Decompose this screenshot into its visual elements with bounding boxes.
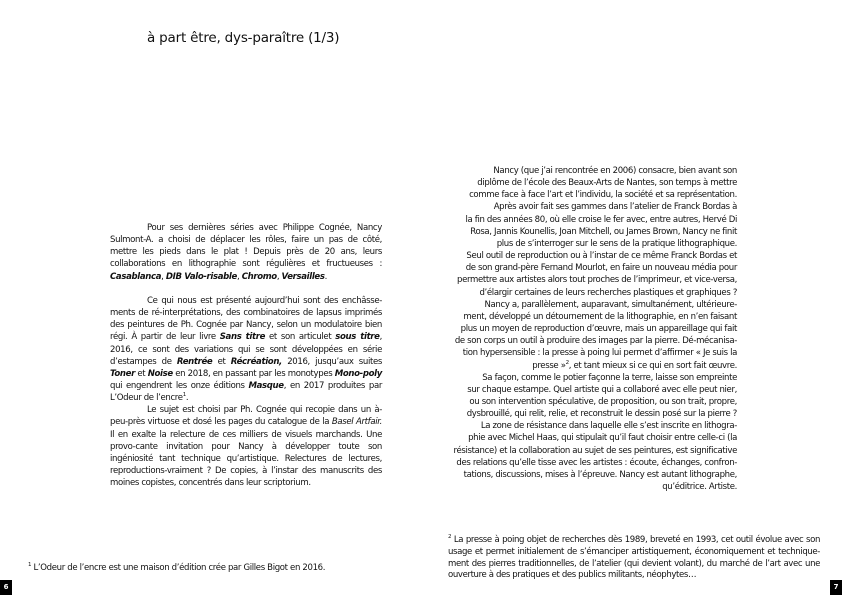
work-title: Récréation, xyxy=(230,356,282,367)
text-line: Nancy (que j’ai rencontrée en 2006) consacre, bien avant son xyxy=(493,166,737,176)
text-line: de son corps un outil à produire des images par la pierre. Dé-mécanisa- xyxy=(454,336,737,347)
text-line: dysbrouillé, qui relit, relie, et reconstruit le dessin posé sur la pierre ? xyxy=(466,409,737,420)
text-line: comme face à face l’art et l’individu, la société et sa représentation. xyxy=(469,190,737,201)
text-line: tations, discussions, mises à l’épreuve. Nancy est autant lithographe, xyxy=(463,469,737,480)
text-line: Après avoir fait ses gammes dans l’atelier de Franck Bordas à xyxy=(493,202,737,213)
footnote-line: usage et permet initialement de s’émanciper artistiquement, économiquement et technique- xyxy=(448,546,820,557)
text-line: ou son intervention spéculative, de proposition, ou son trait, propre, xyxy=(469,396,737,407)
text: Le sujet est choisi par Ph. Cognée qui recopie dans un à-peu-près virtuose et dosé les pages du catalogue de la xyxy=(110,405,382,428)
text: et son articulet xyxy=(265,332,336,343)
text-line: sur chaque estampe. Quel artiste qui a collaboré avec elle peut nier, xyxy=(467,384,737,395)
text-line: Seul outil de reproduction ou à l’instar de ce même Franck Bordas et xyxy=(466,251,737,262)
footnote-text: L’Odeur de l’encre est une maison d’édition crée par Gilles Bigot en 2016. xyxy=(31,563,326,573)
text-line xyxy=(445,360,737,372)
text: en 2018, en passant par les monotypes xyxy=(172,368,335,379)
work-title: Toner xyxy=(110,368,135,379)
footnote-line: ment des pierres traditionnelles, de l’atelier (qui devient volant), du marché de l’art avec une xyxy=(448,558,820,569)
text-line: des relations qu’elle tisse avec les artistes : écoute, échanges, confron- xyxy=(456,457,737,468)
text: et xyxy=(212,356,231,367)
work-title: Versailles xyxy=(281,271,325,282)
text: , xyxy=(276,271,282,282)
text-line: ment, développé un détournement de la lithographie, en n’en faisant xyxy=(463,311,737,322)
text: Ce qui nous est présenté aujourd’hui sont des enchâsse-ments de ré-interprétations, des combinatoires de lapsus imprimés des peintures de Ph. Cognée par Nancy, selon un modulatoire bien régi. À partir de leur livre xyxy=(110,295,382,343)
work-title: DIB Valo-risable xyxy=(165,271,237,282)
paragraph-3 xyxy=(110,404,382,489)
work-title: Chromo xyxy=(241,271,277,282)
footnote-number: 1 xyxy=(28,562,32,569)
text: . xyxy=(324,271,327,282)
text-line: diplôme de l’école des Beaux-Arts de Nantes, son temps à mettre xyxy=(477,178,737,189)
text: , en 2017 produites par L’Odeur de l’encre xyxy=(110,381,382,404)
text-line: la fin des années 80, où elle croise le fer avec, entre autres, Hervé Di xyxy=(465,214,737,225)
text: 2016, jusqu’aux suites xyxy=(281,356,382,367)
work-title: Mono-poly xyxy=(334,368,382,379)
footnote-ref: 1 xyxy=(182,392,186,399)
work-title: Masque xyxy=(248,381,284,392)
text-line: de son grand-père Fernand Mourlot, en faire un nouveau média pour xyxy=(465,263,737,274)
work-title: Noise xyxy=(147,368,173,379)
text-line: La zone de résistance dans laquelle elle s’est inscrite en lithogra- xyxy=(480,421,737,432)
text: , xyxy=(161,271,166,282)
text: presse » xyxy=(532,360,566,371)
text: Il en exalte la relecture de ces milliers de visuels marchands. Une provo-cante invitation pour Nancy à développer toute son ingéniosité tant technique qu’artistique. Relectures de lectures, reproductions-vraiment ? De copies, à l’instar des manuscrits des moines copistes, concentrés dans leur scriptorium. xyxy=(110,429,382,489)
work-title: Rentrée xyxy=(176,356,213,367)
text: . xyxy=(185,393,189,404)
text: qui engendrent les onze éditions xyxy=(110,381,249,392)
work-title: Basel Artfair. xyxy=(331,417,382,428)
footnote-line xyxy=(448,535,820,547)
work-title: Sans titre xyxy=(219,332,266,343)
text-line: qu’éditrice. Artiste. xyxy=(662,482,737,493)
paragraph-1 xyxy=(110,222,382,283)
text: , et tant mieux si ce qui en sort fait œuvre. xyxy=(568,360,737,371)
text: et xyxy=(134,368,148,379)
page-number: 6 xyxy=(0,580,12,595)
text-line: tion hypersensible : la presse à poing lui permet d’affirmer « Je suis la xyxy=(462,348,737,359)
footnote-ref: 2 xyxy=(565,359,569,366)
footnote-2 xyxy=(448,535,820,582)
footnote-line: ouverture à des pratiques et des publics militants, néophytes… xyxy=(448,570,697,581)
text-line: d’élargir certaines de leurs recherches plastiques et graphiques ? xyxy=(479,287,737,298)
footnote-1 xyxy=(28,563,325,573)
text-line: plus un moyen de reproduction d’œuvre, mais un appareillage qui fait xyxy=(460,324,737,335)
right-text-column xyxy=(445,165,737,493)
footnote-text: La presse à poing objet de recherches dès 1989, breveté en 1993, cet outil évolue avec son xyxy=(451,535,820,545)
text-line: résistance) et la collaboration au sujet de ses peintures, est significative xyxy=(453,445,737,456)
chapter-title: à part être, dys-paraître (1/3) xyxy=(147,30,340,46)
text-line: Nancy a, parallèlement, auparavant, simultanément, ultérieure- xyxy=(484,299,737,310)
work-title: Casablanca xyxy=(110,271,162,282)
text: , xyxy=(236,271,242,282)
footnote-number: 2 xyxy=(448,534,452,541)
text: , 2016, ce sont des variations qui se sont développées en série d’estampes de xyxy=(110,332,382,367)
page-number: 7 xyxy=(830,580,842,595)
text-line: Rosa, Jannis Kounellis, Joan Mitchell, ou James Brown, Nancy ne finit xyxy=(470,226,737,237)
text-line: permettre aux artistes alors tout proches de l’imprimeur, et vice-versa, xyxy=(457,275,737,286)
work-title: sous titre xyxy=(335,332,380,343)
text-line: Sa façon, comme le potier façonne la terre, laisse son empreinte xyxy=(482,372,737,383)
left-text-column xyxy=(110,222,382,489)
text: Pour ses dernières séries avec Philippe Cognée, Nancy Sulmont-A. a choisi de déplacer les rôles, faire un pas de côté, mettre les pieds dans le plat ! Depuis près de 20 ans, leurs collaborations en lithographie sont régulières et fructueuses : xyxy=(110,223,382,270)
paragraph-2 xyxy=(110,295,382,404)
text-line: phie avec Michel Haas, qui stipulait qu’il faut choisir entre celle-ci (la xyxy=(468,433,737,444)
text-line: plus de s’interroger sur le sens de la pratique lithographique. xyxy=(496,238,737,249)
